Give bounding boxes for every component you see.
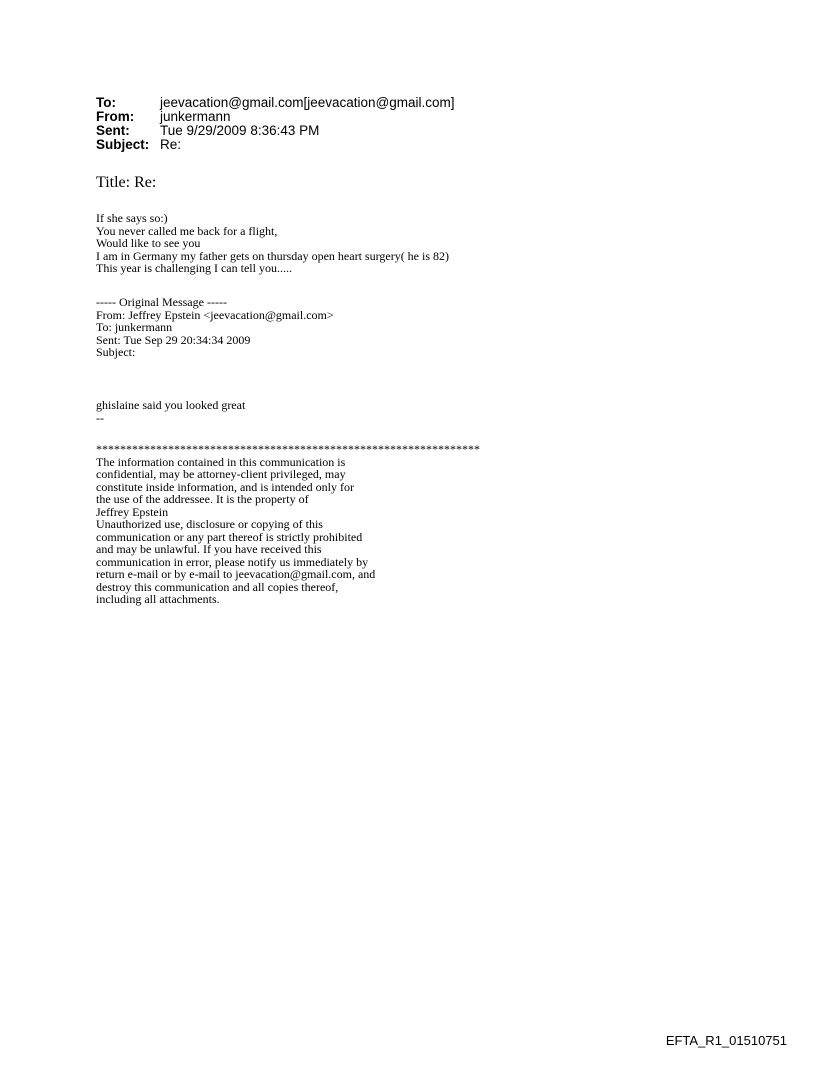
message-line: You never called me back for a flight, (96, 223, 278, 238)
disclaimer-line: The information contained in this communication is (96, 454, 346, 469)
header-sent-row (96, 124, 455, 138)
sent-label: Sent: (96, 123, 130, 138)
to-label: To: (96, 95, 116, 110)
original-message-line: Subject: (96, 345, 136, 359)
message-line: I am in Germany my father gets on thursday open heart surgery( he is 82) (96, 248, 450, 263)
disclaimer-line: the use of the addressee. It is the property of (96, 492, 309, 506)
disclaimer-line: return e-mail or by e-mail to jeevacation@gmail.com, and (96, 567, 376, 581)
disclaimer-line: and may be unlawful. If you have received this (96, 542, 322, 556)
email-title: Title: Re: (96, 174, 157, 191)
header-to-row (96, 96, 455, 110)
to-value: jeevacation@gmail.com[jeevacation@gmail.com] (160, 95, 455, 110)
original-message-line: Sent: Tue Sep 29 20:34:34 2009 (96, 332, 251, 347)
message-body (96, 212, 449, 275)
original-message (96, 296, 334, 359)
header-subject-row (96, 138, 455, 152)
document-id: EFTA_R1_01510751 (665, 1033, 787, 1048)
disclaimer-line: Jeffrey Epstein (96, 504, 169, 519)
original-message-line: From: Jeffrey Epstein <jeevacation@gmail.com> (96, 307, 334, 322)
reply-line: -- (96, 410, 104, 425)
message-line: This year is challenging I can tell you..... (96, 261, 292, 275)
confidentiality-disclaimer (96, 443, 480, 606)
disclaimer-line: communication or any part thereof is strictly prohibited (96, 529, 363, 544)
disclaimer-line: Unauthorized use, disclosure or copying of this (96, 517, 323, 531)
subject-label: Subject: (96, 137, 150, 152)
email-header (96, 96, 455, 152)
original-message-line: To: junkermann (96, 320, 173, 334)
from-label: From: (96, 109, 135, 124)
disclaimer-line: confidential, may be attorney-client privileged, may (96, 467, 346, 481)
sent-value: Tue 9/29/2009 8:36:43 PM (160, 123, 320, 138)
original-message-line: ----- Original Message ----- (96, 295, 227, 309)
reply-line: ghislaine said you looked great (96, 398, 246, 412)
header-from-row (96, 110, 455, 124)
message-line: If she says so:) (96, 211, 168, 225)
quoted-reply (96, 399, 245, 424)
subject-value: Re: (160, 137, 182, 152)
message-line: Would like to see you (96, 236, 201, 250)
disclaimer-line: communication in error, please notify us immediately by (96, 554, 369, 569)
disclaimer-line: **************************************************************** (96, 442, 480, 456)
disclaimer-line: including all attachments. (96, 592, 220, 606)
disclaimer-line: destroy this communication and all copies thereof, (96, 579, 339, 594)
disclaimer-line: constitute inside information, and is intended only for (96, 479, 354, 494)
from-value: junkermann (160, 109, 231, 124)
